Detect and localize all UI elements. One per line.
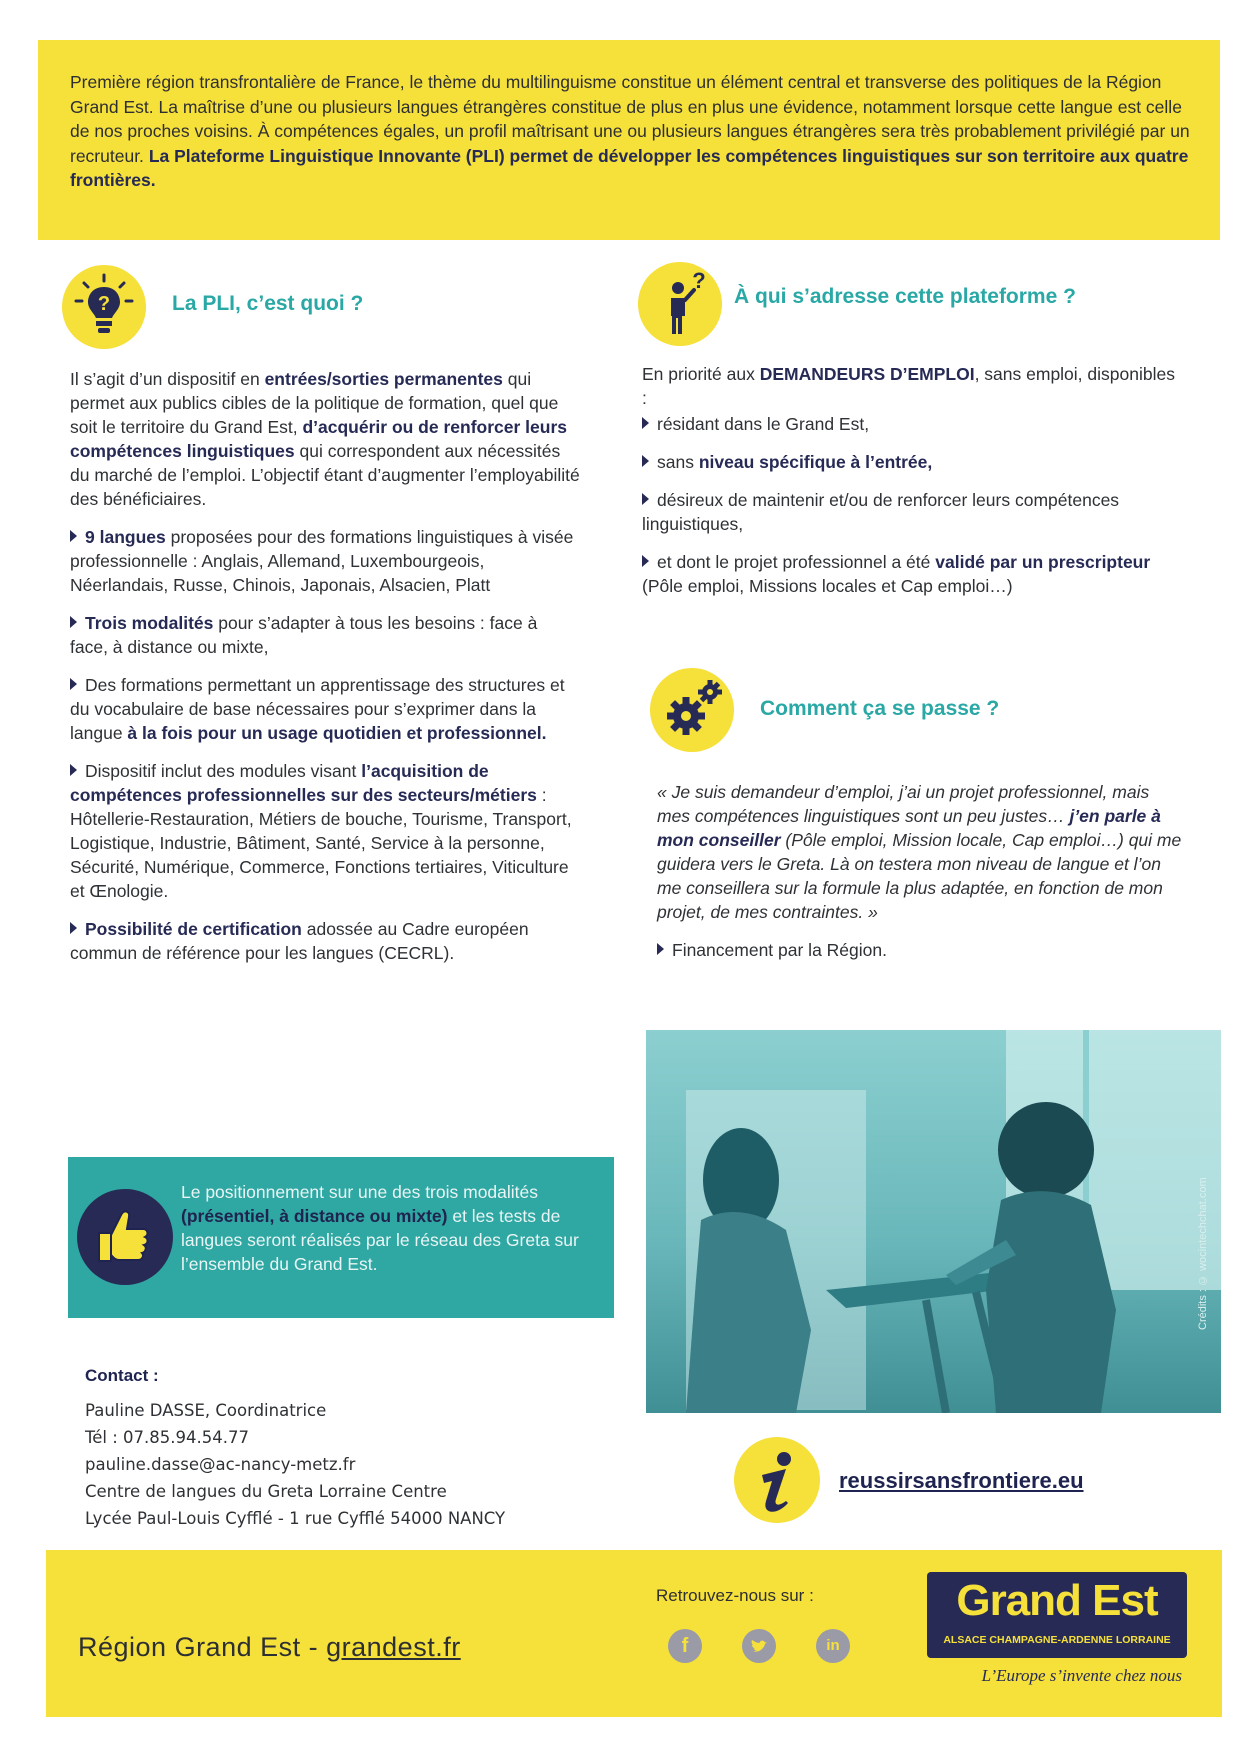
- audience-item-level: sans niveau spécifique à l’entrée,: [642, 450, 1182, 474]
- pli-bullet-modalities: Trois modalités pour s’adapter à tous les besoins : face à face, à distance ou mixte,: [70, 613, 538, 657]
- website-link[interactable]: reussirsansfrontiere.eu: [839, 1468, 1084, 1493]
- intro-text: [70, 70, 1190, 193]
- process-column: [657, 780, 1187, 976]
- grand-est-logo: [927, 1572, 1187, 1658]
- thumbs-up-icon: [77, 1189, 173, 1285]
- contact-address: Lycée Paul-Louis Cyfflé - 1 rue Cyfflé 54000 NANCY: [85, 1509, 506, 1528]
- bullet-arrow-icon: [642, 417, 649, 429]
- bullet-arrow-icon: [642, 455, 649, 467]
- contact-title: Contact :: [85, 1366, 159, 1385]
- section-heading-process: Comment ça se passe ?: [760, 697, 1000, 720]
- intro-banner: [38, 40, 1220, 240]
- bullet-arrow-icon: [70, 678, 77, 690]
- contact-email[interactable]: pauline.dasse@ac-nancy-metz.fr: [85, 1455, 356, 1474]
- pli-description: Il s’agit d’un dispositif en entrées/sorties permanentes qui permet aux publics cibles de la politique de formation, quel que soit le territoire du Grand Est, d’acquérir ou de renforcer leurs compétences linguistiques qui correspondent aux nécessités du marché de l’emploi. L’objectif étant d’augmenter l’employabilité des bénéficiaires.: [70, 369, 580, 509]
- bullet-arrow-icon: [70, 530, 77, 542]
- financing-note: Financement par la Région.: [657, 938, 1187, 962]
- photo-credit: Crédits : © wocintechchat.com: [1197, 1177, 1209, 1330]
- pli-column: [70, 367, 580, 979]
- intro-bold-statement: La Plateforme Linguistique Innovante (PLI) permet de développer les compétences linguistiques sur son territoire aux quatre frontières.: [70, 145, 1189, 190]
- intro-paragraph: Première région transfrontalière de France, le thème du multilinguisme constitue un élément central et transverse des politiques de la Région Grand Est. La maîtrise d’une ou plusieurs langues étrangères constitue de plus en plus une évidence, notamment lorsque cette langue est celle de nos proches voisins. À compétences égales, un profil maîtrisant une ou plusieurs langues étrangères sera très probablement privilégié par un recruteur.: [70, 72, 1190, 166]
- gears-icon: [650, 668, 734, 752]
- positioning-callout: [68, 1157, 614, 1318]
- bullet-arrow-icon: [70, 616, 77, 628]
- bullet-arrow-icon: [70, 922, 77, 934]
- footer-link[interactable]: grandest.fr: [326, 1632, 461, 1662]
- facebook-icon[interactable]: f: [668, 1629, 702, 1663]
- pli-bullet-certification: Possibilité de certification adossée au Cadre européen commun de référence pour les langues (CECRL).: [70, 919, 529, 963]
- info-icon: [734, 1437, 820, 1523]
- pli-bullet-languages: 9 langues proposées pour des formations linguistiques à visée professionnelle : Anglais, Allemand, Luxembourgeois, Néerlandais, Russe, Chinois, Japonais, Alsacien, Platt: [70, 527, 574, 595]
- footer-banner: [46, 1550, 1222, 1717]
- bullet-arrow-icon: [642, 493, 649, 505]
- logo-tagline: L’Europe s’invente chez nous: [981, 1666, 1182, 1685]
- audience-item-residence: résidant dans le Grand Est,: [642, 412, 1182, 436]
- contact-organization: Centre de langues du Greta Lorraine Centre: [85, 1482, 447, 1501]
- contact-name: Pauline DASSE, Coordinatrice: [85, 1401, 327, 1420]
- linkedin-icon[interactable]: in: [816, 1629, 850, 1663]
- svg-text:?: ?: [692, 268, 706, 293]
- section-heading-pli: La PLI, c’est quoi ?: [172, 292, 364, 315]
- logo-wordmark: Grand Est: [956, 1576, 1158, 1625]
- audience-column: [642, 362, 1182, 612]
- svg-text:?: ?: [97, 293, 111, 315]
- contact-phone: Tél : 07.85.94.54.77: [85, 1428, 250, 1447]
- audience-item-project: et dont le projet professionnel a été validé par un prescripteur (Pôle emploi, Missions locales et Cap emploi…): [642, 552, 1151, 596]
- lightbulb-icon: [62, 265, 146, 349]
- audience-item-motivation: désireux de maintenir et/ou de renforcer leurs compétences linguistiques,: [642, 490, 1120, 534]
- section-heading-audience: À qui s’adresse cette plateforme ?: [734, 285, 1076, 308]
- contact-block: [85, 1362, 505, 1532]
- audience-intro: En priorité aux DEMANDEURS D’EMPLOI, sans emploi, disponibles :: [642, 364, 1175, 408]
- bullet-arrow-icon: [642, 555, 649, 567]
- bullet-arrow-icon: [657, 943, 664, 955]
- bullet-arrow-icon: [70, 764, 77, 776]
- pli-bullet-training: Des formations permettant un apprentissage des structures et du vocabulaire de base nécessaires pour s’exprimer dans la langue à la fois pour un usage quotidien et professionnel.: [70, 675, 565, 743]
- logo-subtitle: ALSACE CHAMPAGNE-ARDENNE LORRAINE: [943, 1634, 1171, 1646]
- testimonial-quote: « Je suis demandeur d’emploi, j’ai un projet professionnel, mais mes compétences linguistiques sont un peu justes… j’en parle à mon conseiller (Pôle emploi, Mission locale, Cap emploi…) qui me guidera vers le Greta. Là on testera mon niveau de langue et l’on me conseillera sur la formule la plus adaptée, en fonction de mon projet, de mes contraintes. »: [657, 782, 1182, 922]
- meeting-photo: [646, 1030, 1221, 1413]
- positioning-text: Le positionnement sur une des trois modalités (présentiel, à distance ou mixte) et les tests de langues seront réalisés par le réseau des Greta sur l’ensemble du Grand Est.: [181, 1182, 579, 1274]
- footer-region: Région Grand Est - grandest.fr: [78, 1632, 461, 1662]
- follow-label: Retrouvez-nous sur :: [656, 1586, 814, 1605]
- person-question-icon: [638, 262, 722, 346]
- twitter-icon[interactable]: [742, 1629, 776, 1663]
- pli-bullet-modules: Dispositif inclut des modules visant l’acquisition de compétences professionnelles sur des secteurs/métiers : Hôtellerie-Restauration, Métiers de bouche, Tourisme, Transport, Logistique, Industrie, Bâtiment, Santé, Service à la personne, Sécurité, Numérique, Commerce, Fonctions tertiaires, Viticulture et Œnologie.: [70, 761, 572, 901]
